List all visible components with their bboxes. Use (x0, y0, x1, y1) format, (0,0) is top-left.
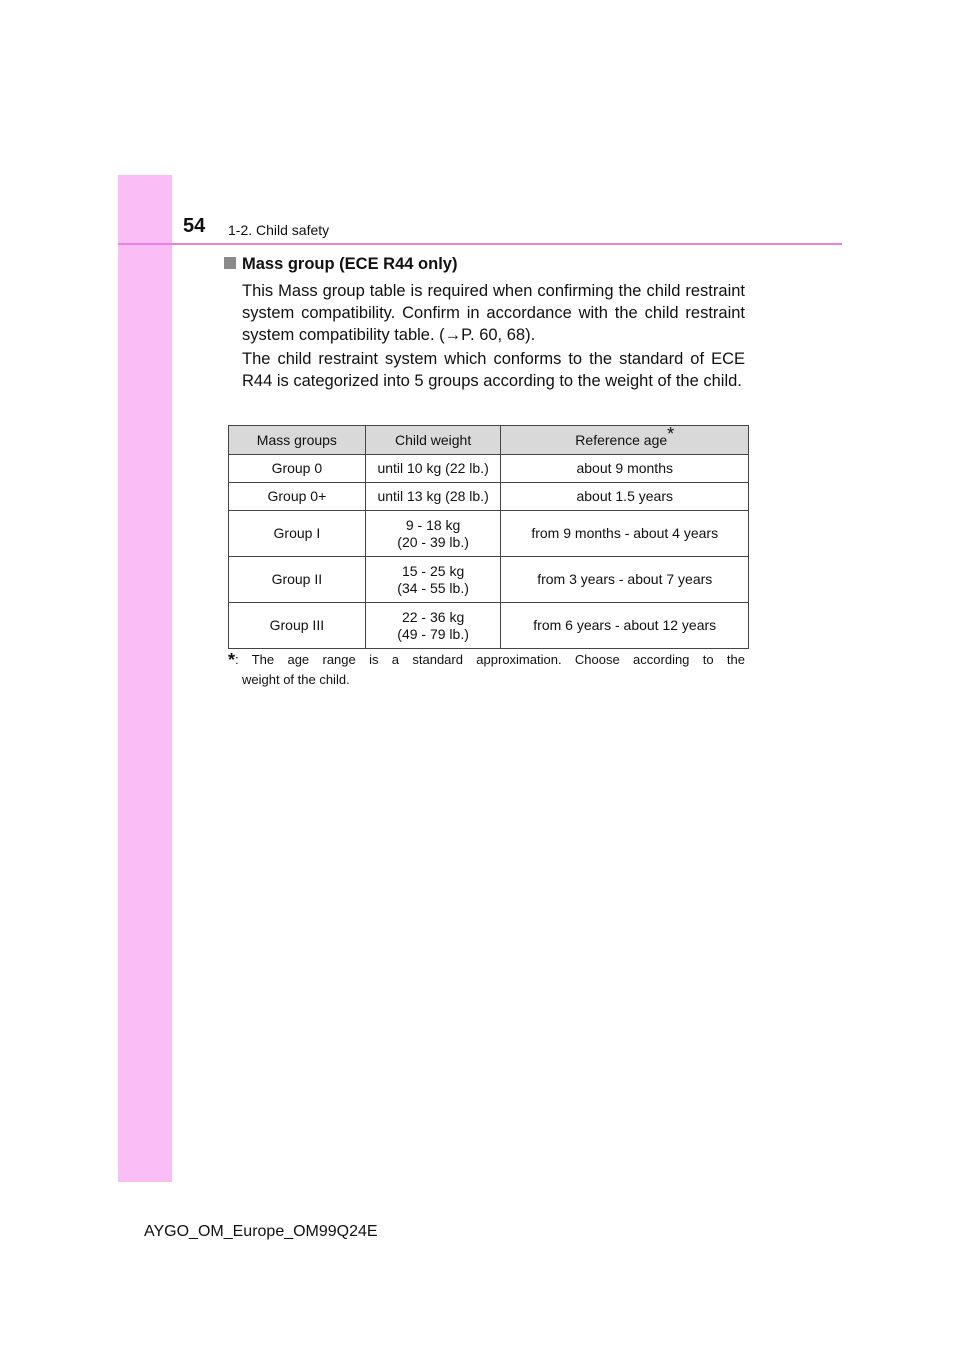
cell-age: from 3 years - about 7 years (501, 557, 749, 603)
footnote-text-1: : The age range is a standard approximation. Choose according to the (235, 652, 745, 667)
cell-group: Group III (229, 603, 366, 649)
cell-weight: until 13 kg (28 lb.) (365, 483, 501, 511)
cell-weight (365, 557, 501, 603)
document-id: AYGO_OM_Europe_OM99Q24E (144, 1223, 378, 1240)
cell-weight (365, 603, 501, 649)
cell-weight: until 10 kg (22 lb.) (365, 455, 501, 483)
cell-age: from 6 years - about 12 years (501, 603, 749, 649)
page-number: 54 (183, 215, 206, 237)
side-tab-band (118, 175, 172, 1182)
footnote-marker: * (667, 424, 675, 444)
paragraph-2: The child restraint system which conforms to the standard of ECE R44 is categorized into 5 groups according to the weight of the child. (242, 350, 745, 390)
cell-weight (365, 511, 501, 557)
cell-group: Group II (229, 557, 366, 603)
table-row (229, 511, 749, 557)
cell-weight-lb: (34 - 55 lb.) (397, 579, 469, 596)
header-mass-groups: Mass groups (229, 426, 366, 455)
table-row (229, 455, 749, 483)
header-reference-age (501, 426, 749, 455)
header-reference-age-text: Reference age (575, 432, 668, 448)
footnote (228, 650, 745, 689)
section-title: 1-2. Child safety (228, 222, 330, 238)
cell-weight-kg: 15 - 25 kg (401, 562, 465, 579)
table-row (229, 557, 749, 603)
cell-weight-lb: (49 - 79 lb.) (397, 625, 469, 642)
cell-group: Group 0+ (229, 483, 366, 511)
cell-age: about 9 months (501, 455, 749, 483)
footnote-line-2: weight of the child. (242, 672, 350, 687)
table-row (229, 483, 749, 511)
cell-weight-kg: 9 - 18 kg (405, 516, 461, 533)
paragraph-1: This Mass group table is required when confirming the child restraint system compatibility. Confirm in accordance with the child restraint system compatibility table. (→P. 60, 68). (242, 282, 745, 344)
footnote-star: * (228, 650, 236, 670)
subsection-heading (224, 255, 457, 274)
cell-weight-lb: (20 - 39 lb.) (397, 533, 469, 550)
cell-group: Group I (229, 511, 366, 557)
footnote-line-1 (228, 650, 745, 670)
header-child-weight: Child weight (365, 426, 501, 455)
cell-age: about 1.5 years (501, 483, 749, 511)
cell-age: from 9 months - about 4 years (501, 511, 749, 557)
header-rule (118, 243, 842, 245)
heading-text: Mass group (ECE R44 only) (242, 255, 458, 273)
cell-group: Group 0 (229, 455, 366, 483)
table-row (229, 603, 749, 649)
table-header-row (229, 426, 749, 455)
cell-weight-kg: 22 - 36 kg (401, 608, 465, 625)
bullet-square-icon (224, 257, 236, 269)
mass-group-table (228, 425, 749, 649)
